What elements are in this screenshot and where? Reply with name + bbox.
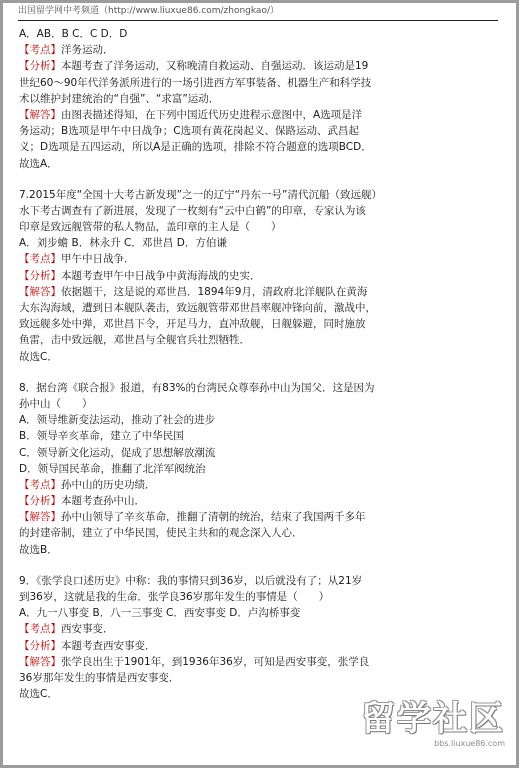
- line-text: 西安事变．: [61, 623, 114, 636]
- watermark-url: bbs.liuxue86.com: [434, 739, 505, 748]
- tagged-line: [19, 268, 497, 284]
- section-tag: 【解答】: [19, 655, 61, 668]
- watermark: [355, 700, 505, 758]
- section-tag: 【解答】: [19, 285, 61, 298]
- text-line: 印章是致远舰管带的私人物品，盖印章的主人是（ ）: [19, 221, 282, 234]
- tagged-line: [19, 621, 497, 637]
- header-source-text: 出国留学网中考频道（http://www.liuxue86.com/zhongkao/）: [18, 6, 279, 16]
- watermark-logo: 留学社区: [361, 699, 505, 739]
- text-line: A．九一八事变 B．八一三事变 C．西安事变 D．卢沟桥事变: [19, 607, 301, 620]
- text-line: 术以维护封建统治的“自强”、“求富”运动．: [19, 92, 220, 105]
- text-line: C．领导新文化运动，促成了思想解放潮流: [19, 446, 216, 459]
- tagged-line: [19, 638, 497, 654]
- section-tag: 【考点】: [19, 44, 61, 57]
- section-tag: 【分析】: [19, 60, 61, 73]
- text-line: 9．《张学良口述历史》中称：我的事情只到36岁，以后就没有了；从21岁: [19, 574, 363, 587]
- page-header: [18, 4, 498, 21]
- text-line: 故选B．: [19, 543, 58, 556]
- section-tag: 【分析】: [19, 269, 61, 282]
- line-text: 本题考查甲午中日战争中黄海海战的史实．: [61, 269, 261, 282]
- tagged-line: [19, 42, 497, 58]
- text-line: 孙中山（ ）: [19, 397, 93, 410]
- document-body: [19, 26, 497, 702]
- text-line: 鱼雷，击中致远舰，邓世昌与全舰官兵壮烈牺牲．: [19, 334, 250, 347]
- text-line: 到36岁，这就是我的生命．张学良36岁那年发生的事情是（ ）: [19, 591, 330, 603]
- tagged-line: [19, 58, 497, 74]
- text-line: 7.2015年度“全国十大考古新发现”之一的辽宁“丹东一号”清代沉船（致远舰）: [19, 188, 382, 201]
- text-line: 故选C．: [19, 350, 58, 363]
- paragraph-gap: [19, 558, 497, 573]
- tagged-line: [19, 477, 497, 493]
- line-text: 由图表描述得知，在下列中国近代历史进程示意图中，A选项是洋: [61, 108, 363, 121]
- tagged-line: [19, 509, 497, 525]
- line-text: 张学良出生于1901年，到1936年36岁，可知是西安事变，张学良: [61, 655, 370, 668]
- line-text: 孙中山领导了辛亥革命，推翻了清朝的统治，结束了我国两千多年: [61, 511, 366, 524]
- line-text: 洋务运动．: [61, 44, 114, 57]
- paragraph-gap: [19, 365, 497, 380]
- line-text: 本题考查孙中山．: [61, 495, 145, 508]
- text-line: 故选A．: [19, 157, 58, 170]
- tagged-line: [19, 654, 497, 670]
- paragraph-gap: [19, 172, 497, 187]
- text-line: 世纪60～90年代洋务派所进行的一场引进西方军事装备、机器生产和科学技: [19, 76, 372, 89]
- text-line: D．领导国民革命，推翻了北洋军阀统治: [19, 462, 206, 475]
- tagged-line: [19, 107, 497, 123]
- text-line: 致远舰多处中弹，邓世昌下令，开足马力，直冲敌舰，日舰躲避，同时施放: [19, 318, 366, 331]
- text-line: B．领导辛亥革命，建立了中华民国: [19, 430, 184, 443]
- text-line: 义；D选项是五四运动，所以A是正确的选项，排除不符合题意的选项BCD．: [19, 141, 372, 154]
- line-text: 本题考查了洋务运动，又称晚清自救运动、自强运动．该运动是19: [61, 60, 369, 73]
- tagged-line: [19, 493, 497, 509]
- text-line: 36岁那年发生的事情是西安事变．: [19, 671, 180, 684]
- section-tag: 【分析】: [19, 639, 61, 652]
- text-line: A．AB．B C．C D．D: [19, 28, 128, 40]
- section-tag: 【考点】: [19, 623, 61, 636]
- section-tag: 【考点】: [19, 253, 61, 266]
- text-line: 8．据台湾《联合报》报道，有83%的台湾民众尊奉孙中山为国父．这是因为: [19, 381, 375, 394]
- line-text: 甲午中日战争．: [61, 253, 135, 266]
- section-tag: 【考点】: [19, 478, 61, 491]
- tagged-line: [19, 284, 497, 300]
- text-line: A．领导维新变法运动，推动了社会的进步: [19, 414, 216, 427]
- text-line: A．刘步蟾 B．林永升 C．邓世昌 D．方伯谦: [19, 237, 227, 250]
- text-line: 水下考古调查有了新进展，发现了一枚刻有“云中白鹤”的印章，专家认为该: [19, 204, 366, 217]
- tagged-line: [19, 251, 497, 267]
- section-tag: 【解答】: [19, 108, 61, 121]
- text-line: 大东沟海域，遭到日本舰队袭击，致远舰管带邓世昌率舰冲锋向前，激战中，: [19, 302, 376, 314]
- line-text: 孙中山的历史功绩．: [61, 478, 156, 491]
- text-line: 务运动；B选项是甲午中日战争；C选项有黄花岗起义、保路运动、武昌起: [19, 125, 360, 138]
- section-tag: 【解答】: [19, 511, 61, 524]
- line-text: 依据题干，这是说的邓世昌．1894年9月，清政府北洋舰队在黄海: [61, 285, 368, 298]
- section-tag: 【分析】: [19, 495, 61, 508]
- text-line: 故选C．: [19, 688, 58, 701]
- text-line: 的封建帝制，建立了中华民国，使民主共和的观念深入人心．: [19, 527, 303, 540]
- line-text: 本题考查西安事变．: [61, 639, 156, 652]
